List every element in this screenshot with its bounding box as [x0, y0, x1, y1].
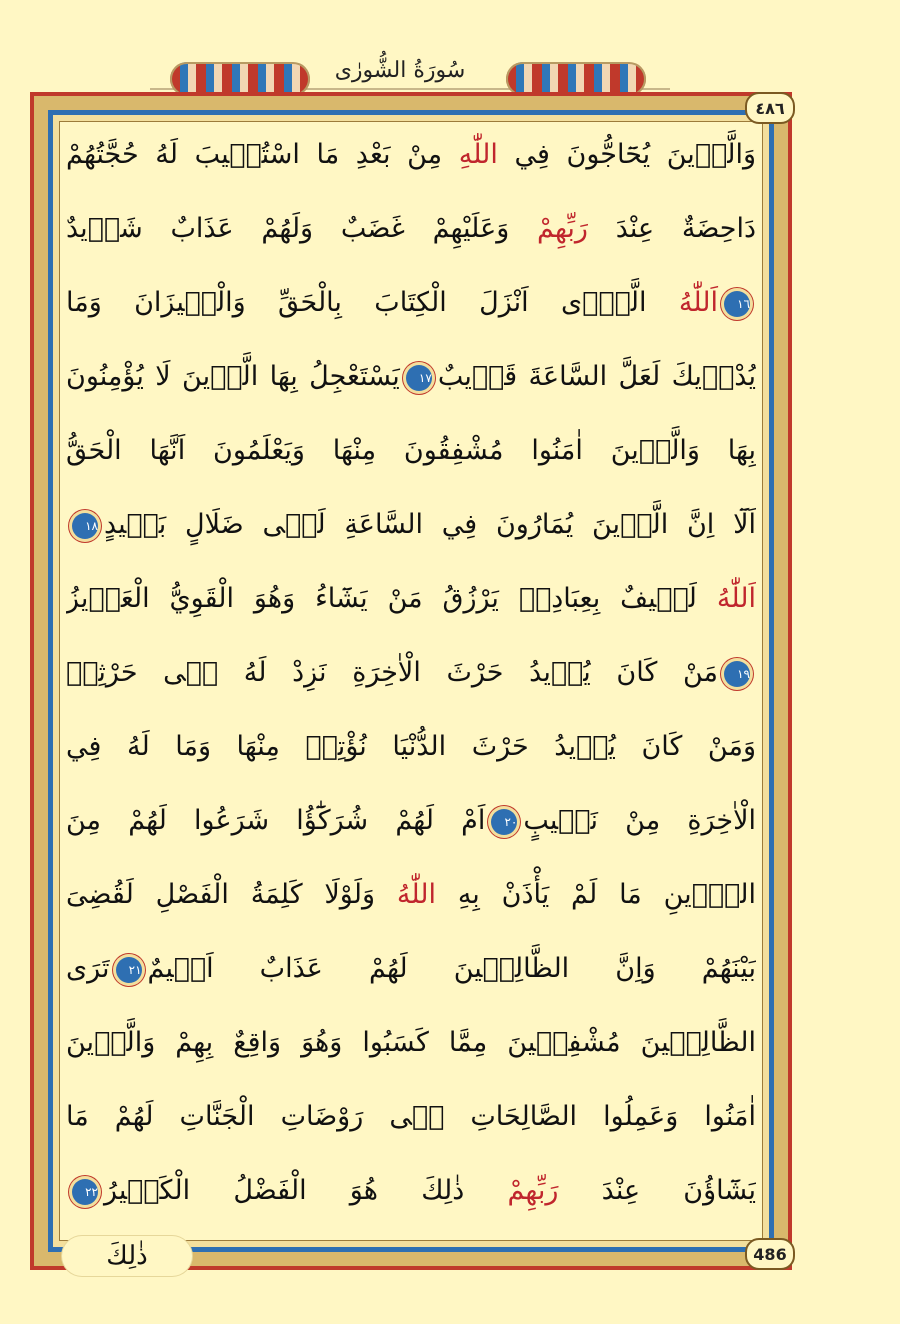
- verse-text: وَلَوْلَا كَلِمَةُ الْفَصْلِ لَقُضِىَ: [66, 879, 397, 910]
- divine-name-text: اللّٰهِ: [458, 139, 498, 170]
- verse-text: اٰمَنُوا وَعَمِلُوا الصَّالِحَاتِ فٖى رَوْضَاتِ الْجَنَّاتِ لَهُمْ مَا: [66, 1101, 756, 1132]
- verse-text: يَسْتَعْجِلُ بِهَا الَّذٖينَ لَا يُؤْمِنُونَ: [66, 361, 400, 392]
- text-line: [66, 1080, 756, 1154]
- verse-text: الَّذٖٓى اَنْزَلَ الْكِتَابَ بِالْحَقِّ وَالْمٖيزَانَ وَمَا: [66, 287, 679, 318]
- header-ornament-left: [170, 62, 310, 96]
- verse-text: مَنْ كَانَ يُرٖيدُ حَرْثَ الْاٰخِرَةِ نَزِدْ لَهُ فٖى حَرْثِهٖ: [66, 657, 718, 688]
- divine-name-text: رَبِّهِمْ: [537, 213, 588, 244]
- text-line: [66, 340, 756, 414]
- verse-text: ذٰلِكَ هُوَ الْفَضْلُ الْكَبٖيرُ: [104, 1175, 508, 1206]
- ayah-number-marker: ١٧: [406, 365, 432, 391]
- verse-text: وَمَنْ كَانَ يُرٖيدُ حَرْثَ الدُّنْيَا نُؤْتِهٖ مِنْهَا وَمَا لَهُ فِي: [66, 731, 756, 762]
- text-line: [66, 932, 756, 1006]
- text-line: [66, 192, 756, 266]
- verse-text: بَيْنَهُمْ وَاِنَّ الظَّالِمٖينَ لَهُمْ عَذَابٌ اَلٖيمٌ: [147, 953, 756, 984]
- verse-text: دَاحِضَةٌ عِنْدَ: [587, 213, 756, 244]
- text-line: [66, 710, 756, 784]
- ayah-number-marker: ١٨: [72, 513, 98, 539]
- catchword: ذٰلِكَ: [62, 1236, 192, 1276]
- ayah-number-marker: ١٩: [724, 661, 750, 687]
- verse-text: اَلَٓا اِنَّ الَّذٖينَ يُمَارُونَ فِي السَّاعَةِ لَفٖى ضَلَالٍ بَعٖيدٍ: [104, 509, 756, 540]
- verse-text: الْاٰخِرَةِ مِنْ نَصٖيبٍ: [523, 805, 756, 836]
- verse-text: الظَّالِمٖينَ مُشْفِقٖينَ مِمَّا كَسَبُوا وَهُوَ وَاقِعٌ بِهِمْ وَالَّذٖينَ: [66, 1027, 756, 1058]
- text-line: [66, 636, 756, 710]
- ayah-number-marker: ٢٠: [491, 809, 517, 835]
- verse-text-area: [66, 118, 756, 1233]
- ayah-number-marker: ٢٢: [72, 1179, 98, 1205]
- divine-name-text: رَبِّهِمْ: [507, 1175, 559, 1206]
- page-number-arabic: ٤٨٦: [745, 92, 795, 124]
- text-line: [66, 784, 756, 858]
- verse-text: يَشَٓاؤُنَ عِنْدَ: [558, 1175, 756, 1206]
- verse-text: الدّٖينِ مَا لَمْ يَأْذَنْ بِهِ: [436, 879, 756, 910]
- text-line: [66, 1154, 756, 1228]
- page-number: 486: [745, 1238, 795, 1270]
- text-line: [66, 118, 756, 192]
- text-line: [66, 562, 756, 636]
- verse-text: لَطٖيفٌ بِعِبَادِهٖ يَرْزُقُ مَنْ يَشَٓاءُ وَهُوَ الْقَوِيُّ الْعَزٖيزُ: [66, 583, 717, 614]
- verse-text: تَرَى: [66, 953, 110, 984]
- verse-text: وَعَلَيْهِمْ غَضَبٌ وَلَهُمْ عَذَابٌ شَدٖيدٌ: [66, 213, 537, 244]
- text-line: [66, 414, 756, 488]
- surah-title: سُورَةُ الشُّورٰى: [334, 58, 466, 83]
- text-line: [66, 266, 756, 340]
- divine-name-text: اللّٰهُ: [396, 879, 436, 910]
- text-line: [66, 488, 756, 562]
- divine-name-text: اَللّٰهُ: [716, 583, 756, 614]
- ayah-number-marker: ١٦: [724, 291, 750, 317]
- header-ornament-right: [506, 62, 646, 96]
- ayah-number-marker: ٢١: [116, 957, 142, 983]
- verse-text: مِنْ بَعْدِ مَا اسْتُجٖيبَ لَهُ حُجَّتُهُمْ: [66, 139, 459, 170]
- verse-text: وَالَّذٖينَ يُحَٓاجُّونَ فِي: [497, 139, 756, 170]
- text-line: [66, 858, 756, 932]
- text-line: [66, 1006, 756, 1080]
- verse-text: اَمْ لَهُمْ شُرَكَٰٓؤُا شَرَعُوا لَهُمْ مِنَ: [66, 805, 486, 836]
- verse-text: بِهَا وَالَّذٖينَ اٰمَنُوا مُشْفِقُونَ مِنْهَا وَيَعْلَمُونَ اَنَّهَا الْحَقُّ: [66, 435, 756, 466]
- divine-name-text: اَللّٰهُ: [678, 287, 718, 318]
- verse-text: يُدْرٖيكَ لَعَلَّ السَّاعَةَ قَرٖيبٌ: [437, 361, 756, 392]
